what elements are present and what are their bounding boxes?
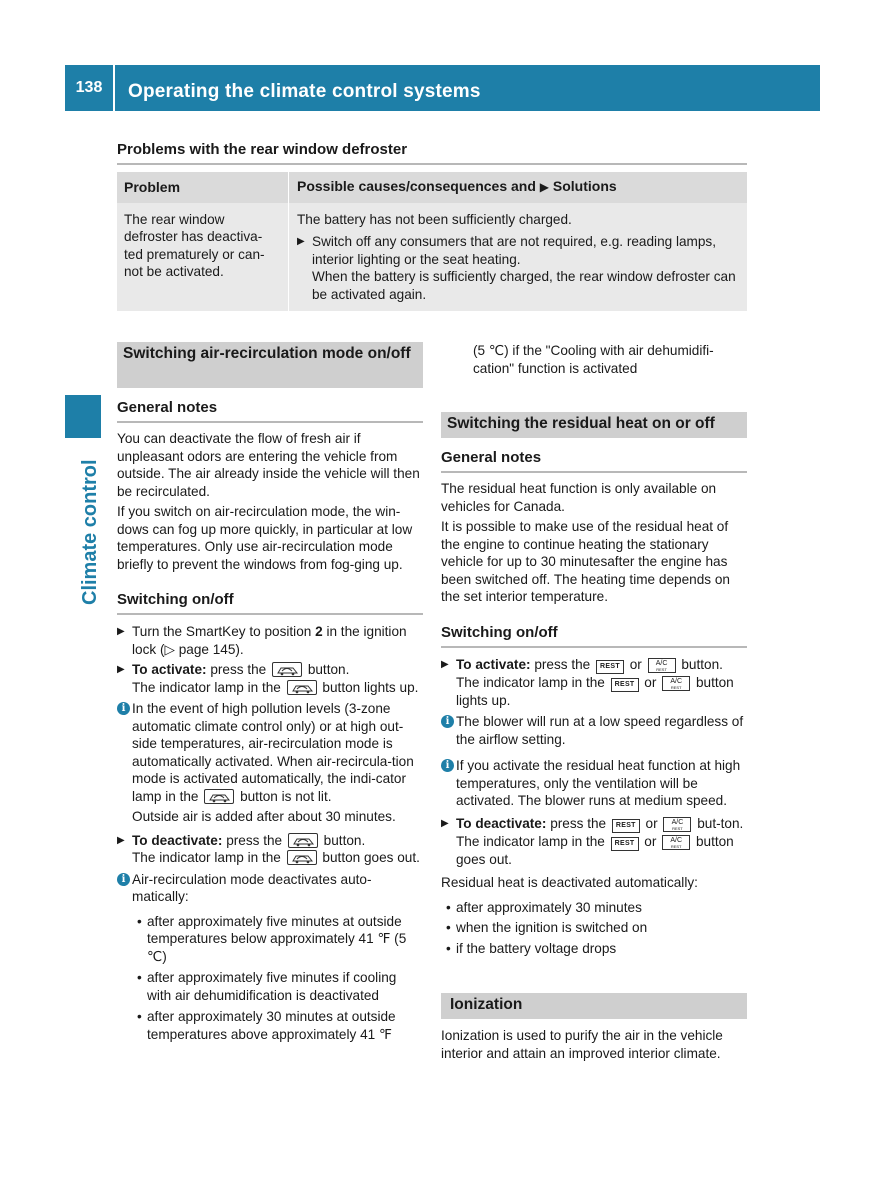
- table-header-row: [117, 172, 747, 203]
- recirc-continued: (5 ℃) if the "Cooling with air dehumidifi-cation" function is activated: [473, 343, 714, 376]
- step-text: button.: [323, 832, 366, 848]
- residual-auto-intro: Residual heat is deactivated automatically:: [441, 875, 698, 890]
- sidebar-tab: [65, 395, 101, 438]
- position-number: 2: [315, 624, 323, 639]
- recirculation-button-icon: [272, 662, 302, 677]
- ac-rest-button-icon: [648, 658, 676, 673]
- recirc-step-activate: [117, 661, 423, 696]
- list-item: • after approximately 30 minutes: [441, 899, 747, 917]
- list-item: • if the battery voltage drops: [441, 940, 747, 958]
- rest-label: REST: [670, 684, 682, 690]
- step-text: or: [645, 815, 658, 831]
- right-column: [441, 342, 747, 1065]
- rest-button-icon: REST: [612, 819, 640, 833]
- cause-text: The battery has not been sufficiently charged.: [297, 211, 572, 227]
- activate-label: To activate:: [456, 656, 531, 672]
- residual-step-deactivate: [441, 815, 747, 869]
- info-text: button is not lit.: [240, 788, 332, 804]
- step-text: or: [644, 833, 657, 849]
- ac-label: A/C: [670, 677, 682, 685]
- left-column: [117, 342, 423, 1046]
- residual-title: Switching the residual heat on or off: [441, 412, 747, 438]
- ionization-title: Ionization: [441, 993, 747, 1019]
- problem-table: [117, 172, 747, 311]
- rest-label: REST: [672, 825, 683, 831]
- step-text: button lights up.: [322, 679, 419, 695]
- rest-button-icon: REST: [611, 837, 639, 851]
- recirc-general-p2: If you switch on air-recirculation mode, the win-dows can fog up more quickly, in particular at low temperatures. Only use air-recirculation mode briefly to prevent the windows from fog-ging up.: [117, 504, 413, 572]
- step-text: but-ton.: [697, 815, 744, 831]
- rest-button-icon: REST: [596, 660, 624, 674]
- step-item: [297, 233, 740, 303]
- residual-info-high-temp: i If you activate the residual heat function at high temperatures, only the ventilation will be activated. The blower runs at medium speed.: [441, 757, 747, 810]
- step-text: or: [629, 656, 642, 672]
- step-text: in the ignition lock (▷ page 145).: [132, 624, 407, 657]
- page-number: 138: [65, 65, 115, 111]
- step-text: button.: [681, 656, 723, 672]
- step-text: Switch off any consumers that are not required, e.g. reading lamps, interior lighting or the seat heating.: [312, 234, 717, 267]
- result-text: When the battery is sufficiently charged, the rear window defroster can be activated again.: [312, 269, 736, 302]
- step-text: press the: [534, 656, 591, 672]
- step-text: button lights up.: [456, 674, 734, 708]
- arrow-right-icon: ▶: [539, 180, 550, 194]
- recirc-info-pollution: [117, 700, 423, 805]
- step-text: The indicator lamp in the: [132, 679, 281, 695]
- step-text: button goes out.: [322, 850, 420, 865]
- step-text: The indicator lamp in the: [456, 833, 605, 849]
- residual-switching-heading: Switching on/off: [441, 623, 747, 648]
- residual-general-heading: General notes: [441, 448, 747, 473]
- ac-label: A/C: [671, 818, 684, 826]
- step-text: press the: [550, 815, 607, 831]
- step-text: press the: [210, 662, 267, 677]
- info-text: In the event of high pollution levels (3-zone automatic climate control only) or at high out-side temperatures, air-recirculation mode is automatically activated. When air-recircula-tion mode is activated automatically, the indi-cator lamp in the: [132, 701, 414, 804]
- ac-label: A/C: [655, 659, 668, 667]
- col-solutions-suffix: Solutions: [552, 178, 617, 194]
- residual-step-activate: [441, 656, 747, 710]
- col-solutions-prefix: Possible causes/consequences and: [297, 178, 536, 194]
- residual-info-blower: i The blower will run at a low speed regardless of the airflow setting.: [441, 713, 747, 748]
- ac-rest-button-icon: [663, 817, 691, 832]
- ac-label: A/C: [670, 836, 682, 844]
- section-rule: [117, 163, 747, 165]
- list-item: • after approximately five minutes if cooling with air dehumidification is deactivated: [117, 969, 423, 1004]
- col-problem-header: Problem: [117, 172, 289, 203]
- recirculation-button-icon: [204, 789, 234, 804]
- sidebar-label: Climate control: [79, 459, 101, 605]
- deactivate-label: To deactivate:: [132, 832, 223, 848]
- list-item: • after approximately 30 minutes at outside temperatures above approximately 41 ℉: [117, 1008, 423, 1043]
- recirc-general-heading: General notes: [117, 398, 423, 423]
- step-text: button.: [307, 662, 350, 677]
- residual-general-p2: It is possible to make use of the residual heat of the engine to continue heating the stationary vehicle for up to 30 minutesafter the engine has been switched off. The heating time depends on the set interior temperature.: [441, 519, 730, 604]
- recirc-step-deactivate: [117, 832, 423, 867]
- recirc-outside-air: Outside air is added after about 30 minutes.: [132, 809, 396, 824]
- residual-general-p1: The residual heat function is only available on vehicles for Canada.: [441, 481, 717, 514]
- recirc-switching-heading: Switching on/off: [117, 590, 423, 615]
- col-solutions-header: [289, 172, 747, 203]
- recirc-title: Switching air-recirculation mode on/off: [117, 342, 423, 388]
- step-text: The indicator lamp in the: [456, 674, 605, 690]
- solution-cell: [289, 203, 747, 312]
- recirculation-button-icon: [288, 833, 318, 848]
- recirc-step-ignition: [117, 623, 423, 658]
- recirculation-button-icon: [287, 680, 317, 695]
- step-text: The indicator lamp in the: [132, 850, 281, 865]
- ac-rest-button-icon: [662, 835, 690, 850]
- table-row: [117, 203, 747, 312]
- deactivate-label: To deactivate:: [456, 815, 547, 831]
- step-text: button goes out.: [456, 833, 734, 867]
- problem-cell: The rear window defroster has deactiva-ted prematurely or can-not be activated.: [117, 203, 289, 312]
- page-title: Operating the climate control systems: [128, 81, 481, 102]
- step-text: or: [644, 674, 657, 690]
- list-item: • after approximately five minutes at outside temperatures below approximately 41 ℉ (5 ℃): [117, 913, 423, 966]
- recirc-info-auto: i Air-recirculation mode deactivates auto-matically:: [117, 871, 423, 906]
- page-header: [65, 65, 820, 111]
- recirculation-button-icon: [287, 850, 317, 865]
- ac-rest-button-icon: [662, 676, 690, 691]
- rear-defroster-title: Problems with the rear window defroster: [117, 141, 408, 158]
- rest-label: REST: [670, 843, 682, 849]
- step-text: Turn the SmartKey to position: [132, 624, 312, 639]
- list-item: • when the ignition is switched on: [441, 919, 747, 937]
- recirc-general-p1: You can deactivate the flow of fresh air if unpleasant odors are entering the vehicle from outside. The air already inside the vehicle will then be recirculated.: [117, 431, 420, 499]
- ionization-text: Ionization is used to purify the air in the vehicle interior and attain an improved interior climate.: [441, 1028, 723, 1061]
- rest-button-icon: REST: [611, 678, 639, 692]
- rest-label: REST: [656, 666, 667, 672]
- activate-label: To activate:: [132, 662, 207, 677]
- step-text: press the: [226, 832, 283, 848]
